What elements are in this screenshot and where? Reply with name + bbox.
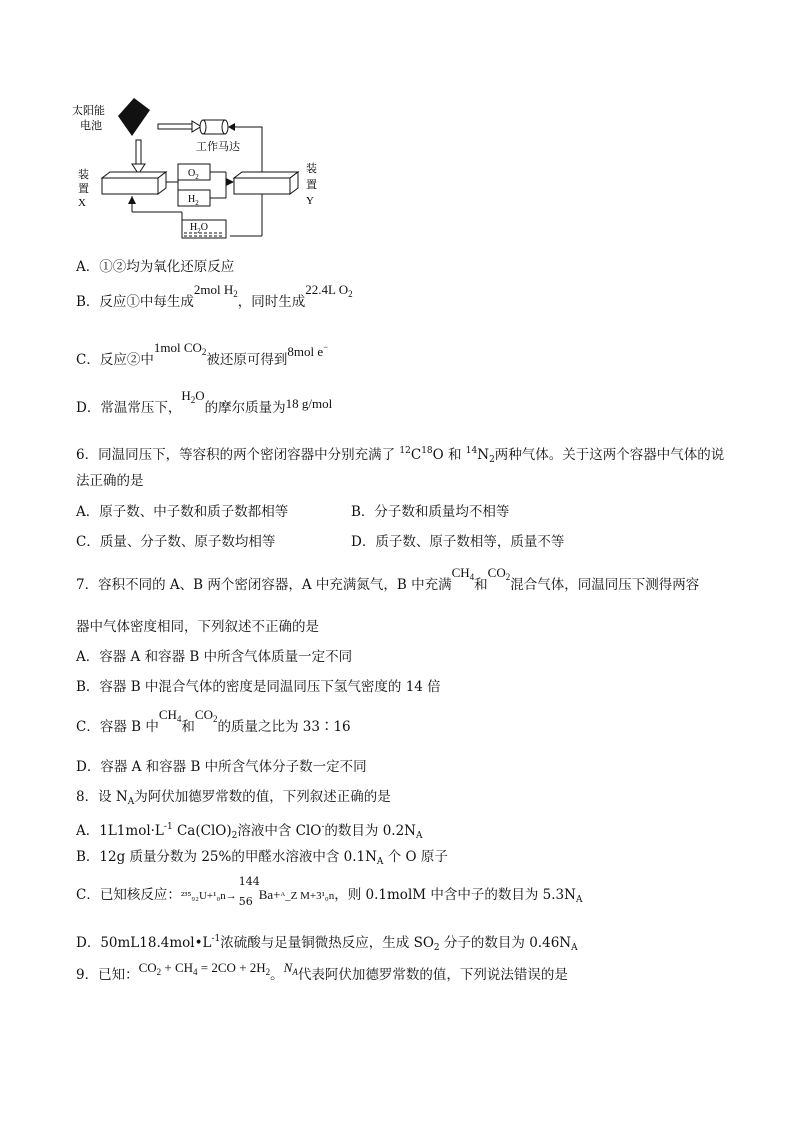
- formula-1mol-co2: 1mol $CO_2$: [153, 340, 207, 357]
- motor-label: 工作马达: [196, 141, 240, 153]
- nuclear-reaction-part-2: ᴬ_Z M+3¹₀n: [280, 890, 335, 902]
- q8-option-d: D．$50mL18.4mol•L^{-1}$浓硫酸与足量铜微热反应，生成 $SO_2$ 分子的数目为 $0.46N_A$: [76, 934, 578, 953]
- q7-stem-line-2: 器中气体密度相同，下列叙述不正确的是: [76, 619, 319, 635]
- q5-option-a: A．①②均为氧化还原反应: [76, 259, 235, 275]
- formula-ch4: $CH_4$: [451, 565, 475, 582]
- q5-option-c: C．反应②中1mol $CO_2$被还原可得到8mol e−: [76, 340, 329, 368]
- formula-na: $N_A$: [283, 960, 298, 977]
- formula-co2: $CO_2$: [487, 565, 511, 582]
- q7-option-d: D．容器 A 和容器 B 中所含气体分子数一定不同: [76, 759, 367, 775]
- svg-text:H2O: $H_2O$: [190, 222, 208, 235]
- q6-option-c: C．质量、分子数、原子数均相等: [76, 534, 276, 550]
- q6-stem-line-1: 6．同温同压下，等容积的两个密闭容器中分别充满了 $^{12}C^{18}O$ 和 $^{14}N_2$两种气体。关于这两个容器中气体的说: [76, 446, 725, 465]
- device-y-icon: [234, 172, 298, 194]
- q8-option-b: B．12g 质量分数为 25%的甲醛水溶液中含 $0.1N_A$ 个 O 原子: [76, 849, 448, 867]
- arrow-to-motor-icon: [158, 121, 201, 132]
- device-x-label: 装置 X: [78, 169, 89, 209]
- q6-stem-line-2: 法正确的是: [76, 473, 144, 489]
- svg-text:O2: $O_2$: [188, 168, 199, 181]
- svg-text:H2: $H_2$: [188, 194, 199, 207]
- q6-options-row-2: [76, 532, 736, 552]
- reaction-equation: $CO_2 + CH_4 = 2CO + 2H_2$: [138, 960, 271, 977]
- formula-18gmol: 18 g/mol: [285, 396, 333, 411]
- formula-ch4: $CH_4$: [158, 707, 182, 724]
- q7-stem-line-1: 7．容积不同的 A、B 两个密闭容器，A 中充满氮气，B 中充满$CH_4$和$CO_2$混合气体，同温同压下测得两容: [76, 565, 700, 593]
- formula-8mol-e: 8mol e−: [287, 342, 329, 359]
- q8-option-a: A．$1L1mol\cdot L^{-1}$ $Ca(ClO)_2$溶液中含 ClO-的数目为 $0.2N_A$: [76, 822, 423, 841]
- q6-option-a: A．原子数、中子数和质子数都相等: [76, 504, 289, 520]
- q5-option-b: B．反应①中每生成2mol $H_2$，同时生成22.4L $O_2$: [76, 282, 353, 310]
- ba-mass-number: 144 56: [238, 874, 260, 908]
- solar-label-1: 太阳能: [72, 105, 105, 117]
- device-x-icon: [102, 172, 166, 194]
- motor-icon: [200, 120, 228, 134]
- q7-option-a: A．容器 A 和容器 B 中所含气体质量一定不同: [76, 649, 353, 665]
- solar-label-2: 电池: [80, 120, 102, 132]
- q6-option-d: D．质子数、原子数相等，质量不等: [351, 534, 565, 550]
- q7-option-b: B．容器 B 中混合气体的密度是同温同压下氢气密度的 14 倍: [76, 679, 441, 695]
- q9-stem: 9．已知：$CO_2 + CH_4 = 2CO + 2H_2$。$N_A$代表阿伏加德罗常数的值，下列说法错误的是: [76, 960, 568, 983]
- q7-option-c: C．容器 B 中$CH_4$和$CO_2$的质量之比为 33∶16: [76, 707, 351, 735]
- solar-panel-icon: [118, 98, 150, 136]
- formula-2mol-h2: 2mol $H_2$: [193, 282, 238, 299]
- q6-options-row-1: [76, 502, 736, 522]
- q6-option-b: B．分子数和质量均不相等: [351, 504, 510, 520]
- apparatus-diagram: [70, 92, 330, 252]
- nuclear-reaction-part-1: ²³⁵₉₂U+¹₀n→: [180, 890, 237, 902]
- formula-co2: $CO_2$: [194, 707, 218, 724]
- arrow-down-icon: [132, 140, 145, 174]
- q8-option-c: C．已知核反应：²³⁵₉₂U+¹₀n→ 144 56 Ba+ᴬ_Z M+3¹₀n，则 0.1molM 中含中子的数目为 $5.3N_A$: [76, 874, 583, 908]
- q8-stem: 8．设 $N_A$为阿伏加德罗常数的值，下列叙述正确的是: [76, 789, 391, 807]
- q5-option-d: D．常温常压下，$H_2O$的摩尔质量为18 g/mol: [76, 388, 333, 416]
- formula-22-4l-o2: 22.4L $O_2$: [305, 282, 353, 299]
- formula-h2o: $H_2O$: [181, 388, 205, 405]
- device-y-label: 装置 Y: [306, 163, 317, 207]
